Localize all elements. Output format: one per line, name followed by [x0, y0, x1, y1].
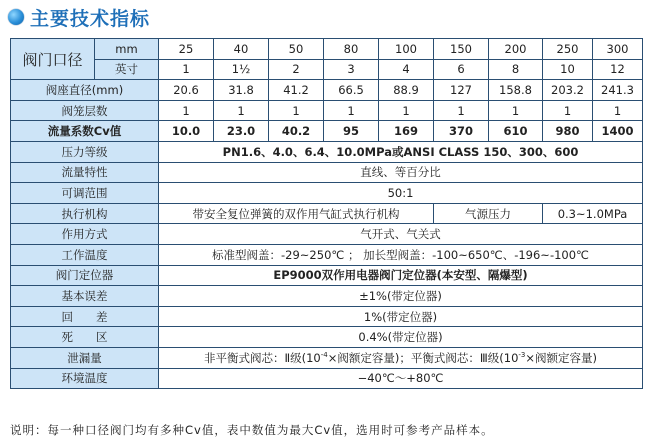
table-row-mode: [11, 224, 643, 245]
inch-value: 3: [324, 59, 379, 80]
mm-value: 250: [543, 39, 593, 60]
table-row-dead-zone: [11, 327, 643, 348]
row-label: 环境温度: [11, 368, 159, 389]
inch-value: 1: [159, 59, 214, 80]
seat-value: 31.8: [214, 80, 269, 101]
env-temp-value: −40℃～+80℃: [159, 368, 643, 389]
cv-value: 10.0: [159, 121, 214, 142]
cage-value: 1: [543, 100, 593, 121]
table-row-inch: [11, 59, 643, 80]
dead-zone-value: 0.4%(带定位器): [159, 327, 643, 348]
row-label: 作用方式: [11, 224, 159, 245]
cv-value: 23.0: [214, 121, 269, 142]
inch-value: 10: [543, 59, 593, 80]
inch-value: 4: [379, 59, 434, 80]
row-label: 工作温度: [11, 244, 159, 265]
seat-value: 158.8: [489, 80, 543, 101]
seat-value: 66.5: [324, 80, 379, 101]
mode-value: 气开式、气关式: [159, 224, 643, 245]
cage-value: 1: [324, 100, 379, 121]
inch-value: 12: [593, 59, 643, 80]
table-row-cage: [11, 100, 643, 121]
table-row-range: [11, 183, 643, 204]
temp-value: 标准型阀盖：-29~250℃ ； 加长型阀盖：-100~650℃、-196~-100℃: [159, 244, 643, 265]
footnote: 说明：每一种口径阀门均有多种Cv值，表中数值为最大Cv值，选用时可参考产品样本。: [10, 423, 494, 437]
section-header: [8, 4, 150, 30]
table-row-seat: [11, 80, 643, 101]
row-label: 基本误差: [11, 286, 159, 307]
table-row-flow: [11, 162, 643, 183]
leakage-text-b: ×阀额定容量)；平衡式阀芯：Ⅲ级(10: [327, 350, 519, 365]
cage-value: 1: [379, 100, 434, 121]
page-title: 主要技术指标: [30, 7, 151, 30]
cage-value: 1: [434, 100, 489, 121]
seat-value: 20.6: [159, 80, 214, 101]
table-row-leakage: [11, 347, 643, 368]
positioner-value: EP9000双作用电器阀门定位器(本安型、隔爆型): [159, 265, 643, 286]
seat-value: 41.2: [269, 80, 324, 101]
row-label: 流量系数Cv值: [11, 121, 159, 142]
range-value: 50:1: [159, 183, 643, 204]
basic-error-value: ±1%(带定位器): [159, 286, 643, 307]
actuator-value: 带安全复位弹簧的双作用气缸式执行机构: [159, 203, 434, 224]
seat-value: 88.9: [379, 80, 434, 101]
table-row-basic-error: [11, 286, 643, 307]
mm-value: 40: [214, 39, 269, 60]
cage-value: 1: [489, 100, 543, 121]
leakage-exp-b: -3: [518, 350, 526, 359]
air-source-label: 气源压力: [434, 203, 543, 224]
table-row-env-temp: [11, 368, 643, 389]
table-row-hysteresis: [11, 306, 643, 327]
row-label: 阀座直径(mm): [11, 80, 159, 101]
table-row-pressure: [11, 141, 643, 162]
cage-value: 1: [593, 100, 643, 121]
hysteresis-value: 1%(带定位器): [159, 306, 643, 327]
unit-mm: mm: [95, 39, 159, 60]
spec-table: [10, 38, 643, 389]
cage-value: 1: [214, 100, 269, 121]
mm-value: 80: [324, 39, 379, 60]
cv-value: 40.2: [269, 121, 324, 142]
inch-value: 2: [269, 59, 324, 80]
row-label: 死 区: [11, 327, 159, 348]
cv-value: 95: [324, 121, 379, 142]
mm-value: 100: [379, 39, 434, 60]
cv-value: 169: [379, 121, 434, 142]
cv-value: 1400: [593, 121, 643, 142]
cv-value: 370: [434, 121, 489, 142]
table-row-positioner: [11, 265, 643, 286]
cv-value: 610: [489, 121, 543, 142]
leakage-value: [159, 347, 643, 368]
row-label: 阀笼层数: [11, 100, 159, 121]
row-label: 压力等级: [11, 141, 159, 162]
table-row-cv: [11, 121, 643, 142]
unit-inch: 英寸: [95, 59, 159, 80]
row-label: 阀门定位器: [11, 265, 159, 286]
leakage-text-c: ×阀额定容量): [525, 350, 598, 365]
row-label: 执行机构: [11, 203, 159, 224]
row-label: 流量特性: [11, 162, 159, 183]
row-label: 泄漏量: [11, 347, 159, 368]
mm-value: 300: [593, 39, 643, 60]
mm-value: 25: [159, 39, 214, 60]
inch-value: 8: [489, 59, 543, 80]
pressure-value: PN1.6、4.0、6.4、10.0MPa或ANSI CLASS 150、300、600: [159, 141, 643, 162]
inch-value: 1½: [214, 59, 269, 80]
leakage-exp-a: -4: [320, 350, 328, 359]
seat-value: 241.3: [593, 80, 643, 101]
mm-value: 50: [269, 39, 324, 60]
leakage-text-a: 非平衡式阀芯：Ⅱ级(10: [203, 350, 321, 365]
valve-size-label: 阀门口径: [11, 39, 95, 80]
inch-value: 6: [434, 59, 489, 80]
cage-value: 1: [159, 100, 214, 121]
row-label: 回 差: [11, 306, 159, 327]
row-label: 可调范围: [11, 183, 159, 204]
mm-value: 150: [434, 39, 489, 60]
seat-value: 203.2: [543, 80, 593, 101]
table-row-actuator: [11, 203, 643, 224]
air-source-value: 0.3~1.0MPa: [543, 203, 643, 224]
flow-value: 直线、等百分比: [159, 162, 643, 183]
table-row-mm: [11, 39, 643, 60]
bullet-icon: [8, 9, 24, 25]
seat-value: 127: [434, 80, 489, 101]
table-row-temp: [11, 244, 643, 265]
mm-value: 200: [489, 39, 543, 60]
cv-value: 980: [543, 121, 593, 142]
cage-value: 1: [269, 100, 324, 121]
